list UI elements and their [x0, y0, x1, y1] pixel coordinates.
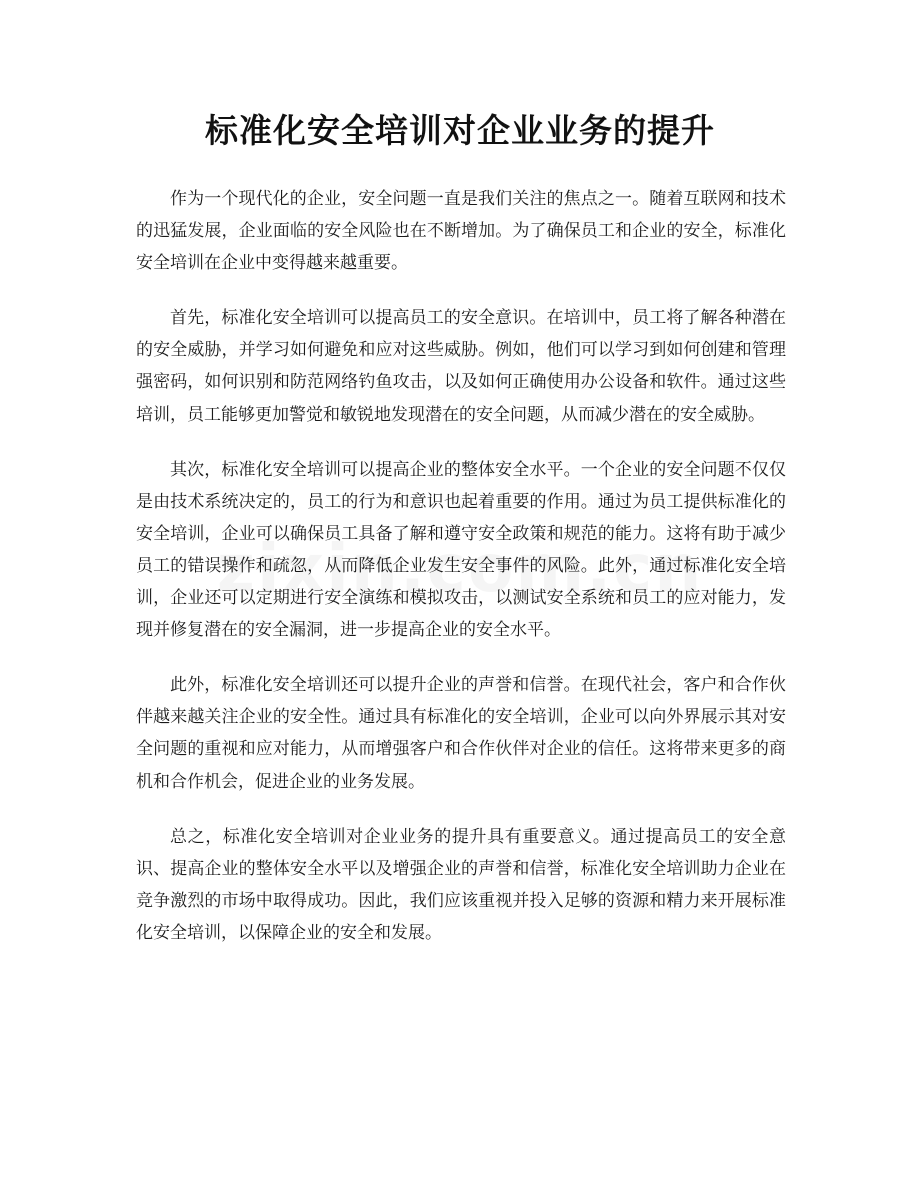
- paragraph-2: 首先，标准化安全培训可以提高员工的安全意识。在培训中，员工将了解各种潜在的安全威胁，并学习如何避免和应对这些威胁。例如，他们可以学习到如何创建和管理强密码，如何识别和防范网络钓鱼攻击，以及如何正确使用办公设备和软件。通过这些培训，员工能够更加警觉和敏锐地发现潜在的安全问题，从而减少潜在的安全威胁。: [136, 308, 786, 425]
- document-body: [136, 183, 786, 972]
- paragraph-1: 作为一个现代化的企业，安全问题一直是我们关注的焦点之一。随着互联网和技术的迅猛发展，企业面临的安全风险也在不断增加。为了确保员工和企业的安全，标准化安全培训在企业中变得越来越重要。: [136, 189, 786, 274]
- paragraph-4: 此外，标准化安全培训还可以提升企业的声誉和信誉。在现代社会，客户和合作伙伴越来越关注企业的安全性。通过具有标准化的安全培训，企业可以向外界展示其对安全问题的重视和应对能力，从而增强客户和合作伙伴对企业的信任。这将带来更多的商机和合作机会，促进企业的业务发展。: [136, 675, 786, 792]
- paragraph-5: 总之，标准化安全培训对企业业务的提升具有重要意义。通过提高员工的安全意识、提高企业的整体安全水平以及增强企业的声誉和信誉，标准化安全培训助力企业在竞争激烈的市场中取得成功。因此，我们应该重视并投入足够的资源和精力来开展标准化安全培训，以保障企业的安全和发展。: [136, 826, 786, 943]
- document-title: 标准化安全培训对企业业务的提升: [205, 111, 715, 150]
- paragraph-3: 其次，标准化安全培训可以提高企业的整体安全水平。一个企业的安全问题不仅仅是由技术系统决定的，员工的行为和意识也起着重要的作用。通过为员工提供标准化的安全培训，企业可以确保员工具备了解和遵守安全政策和规范的能力。这将有助于减少员工的错误操作和疏忽，从而降低企业发生安全事件的风险。此外，通过标准化安全培训，企业还可以定期进行安全演练和模拟攻击，以测试安全系统和员工的应对能力，发现并修复潜在的安全漏洞，进一步提高企业的安全水平。: [136, 459, 786, 641]
